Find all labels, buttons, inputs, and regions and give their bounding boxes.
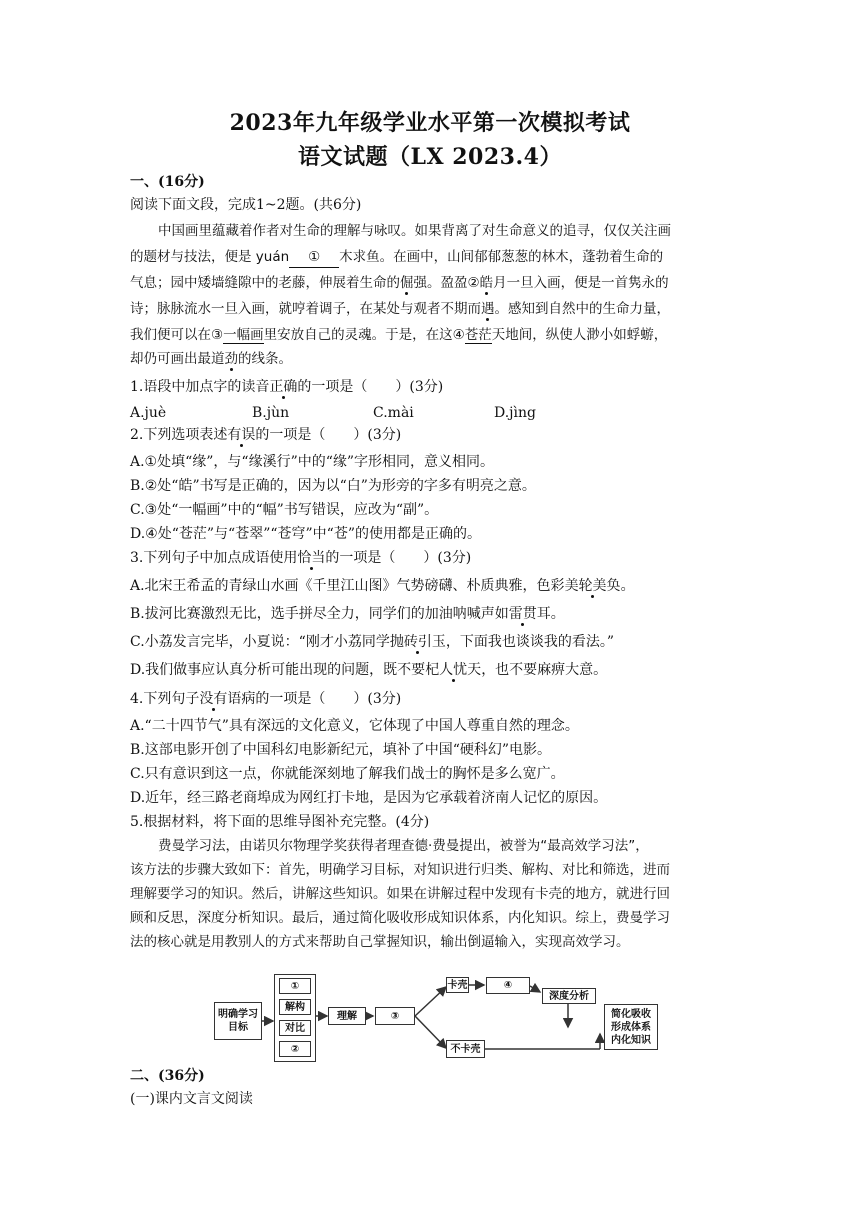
option-text: B.拔河比赛激烈无比，选手拼尽全力，同学们的加油呐喊声: [130, 606, 495, 622]
dotted-word: 没有: [199, 691, 228, 707]
question-4-stem: [130, 689, 730, 709]
q1-option-c[interactable]: C.mài: [373, 405, 414, 421]
q3-option-d[interactable]: [130, 660, 730, 680]
stem-text: 2.下列选项表述: [130, 427, 228, 443]
q2-option-b[interactable]: B.②处“皓”书写是正确的，因为以“白”为形旁的字多有明亮之意。: [130, 478, 536, 494]
section2-subheading: (一)课内文言文阅读: [130, 1091, 253, 1107]
stem-text: 4.下列句子: [130, 691, 200, 707]
stem-text: 1.语段中加点字的读音: [130, 379, 270, 395]
goal-box: 明确学习目标: [214, 1002, 262, 1040]
option-text: C.小荔发言完毕，小夏说：“刚才小荔同学: [130, 634, 390, 650]
passage-text: 强。盈盈②: [413, 275, 480, 291]
passage-text: 诗；脉脉流水一旦入画，就哼着调子，在某处与观者不期而: [130, 301, 481, 317]
dotted-char: 倔: [400, 275, 414, 291]
passage-text: 却仍可画出最道: [130, 351, 225, 367]
passage-text: 我们便可以在③: [130, 327, 224, 343]
question-1-stem: [130, 377, 730, 397]
q3-option-b[interactable]: [130, 604, 730, 624]
blank-2-box[interactable]: ②: [279, 1041, 311, 1057]
dotted-word: 有误: [227, 427, 256, 443]
q4-option-a[interactable]: A.“二十四节气”具有深远的文化意义，它体现了中国人尊重自然的理念。: [130, 718, 579, 734]
dotted-idiom: 美轮美奂: [564, 578, 621, 594]
understand-box: 理解: [328, 1007, 366, 1025]
dotted-word: 正确: [269, 379, 298, 395]
passage-line-1: 中国画里蕴藏着作者对生命的理解与咏叹。如果背离了对生命意义的追寻，仅仅关注画: [158, 223, 671, 239]
dotted-char: 遇: [481, 301, 495, 317]
stuck-box: 卡壳: [446, 977, 469, 993]
passage-line-2: [130, 247, 730, 267]
deep-analysis-box: 深度分析: [542, 988, 596, 1004]
q1-option-d[interactable]: D.jìng: [494, 405, 536, 421]
section1-heading: 一、(16分): [130, 174, 205, 190]
blank-3-box[interactable]: ③: [375, 1007, 415, 1025]
stem-text: 的一项是（ ）(3分): [255, 427, 402, 443]
question-2-stem: [130, 425, 730, 445]
q5-material-line-2: 该方法的步骤大致如下：首先，明确学习目标，对知识进行归类、解构、对比和筛选，进而: [130, 862, 670, 878]
q5-material-line-4: 顾和反思，深度分析知识。最后，通过简化吸收形成知识体系，内化知识。综上，费曼学习: [130, 910, 670, 926]
option-text: ，也不要麻痹大意。: [481, 662, 608, 678]
option-text: A.北宋王希孟的青绿山水画《千里江山图》气势磅礴、朴质典雅，色彩: [130, 578, 565, 594]
q2-option-d[interactable]: D.④处“苍茫”与“苍翠”“苍穹”中“苍”的使用都是正确的。: [130, 526, 481, 542]
dotted-char: 皓: [479, 275, 494, 291]
passage-line-5: [130, 325, 730, 345]
fill-blank-1[interactable]: ①: [289, 247, 339, 268]
passage-line-4: [130, 299, 730, 319]
option-text: 。: [620, 578, 635, 594]
exam-title: 2023年九年级学业水平第一次模拟考试: [229, 110, 631, 136]
underlined-text: 苍茫: [464, 327, 492, 343]
q5-material-line-1: 费曼学习法，由诺贝尔物理学奖获得者理查德·费曼提出，被誉为“最高效学习法”，: [158, 838, 649, 854]
passage-text: 木求鱼。在画中，山间郁郁葱葱的林木，蓬勃着生命的: [339, 249, 664, 265]
not-stuck-box: 不卡壳: [446, 1040, 485, 1058]
option-text: 。: [550, 606, 565, 622]
passage-line-3: [130, 273, 730, 293]
section1-intro: 阅读下面文段，完成1~2题。(共6分): [130, 197, 362, 213]
compare-box: 对比: [279, 1020, 311, 1036]
stem-text: 的一项是（ ）(3分): [297, 379, 444, 395]
deconstruct-box: 解构: [279, 999, 311, 1015]
q4-option-d[interactable]: D.近年，经三路老商埠成为网红打卡地，是因为它承载着济南人记忆的原因。: [130, 790, 608, 806]
stem-text: 的一项是（ ）(3分): [325, 550, 472, 566]
q3-option-c[interactable]: [130, 632, 730, 652]
option-text: ，下面我也谈谈我的看法。”: [445, 634, 614, 650]
q4-option-c[interactable]: C.只有意识到这一点，你就能深刻地了解我们战士的胸怀是多么宽广。: [130, 766, 565, 782]
passage-text: 里安放自己的灵魂。于是，在这④: [263, 327, 465, 343]
passage-text: 的线条。: [238, 351, 292, 367]
q5-material-line-5: 法的核心就是用教别人的方式来帮助自己掌握知识，输出倒逼输入，实现高效学习。: [130, 934, 630, 950]
passage-line-6: [130, 349, 730, 369]
passage-text: 月一旦入画，便是一首隽永的: [493, 275, 669, 291]
question-5-stem: 5.根据材料，将下面的思维导图补充完整。(4分): [130, 814, 430, 830]
dotted-idiom: 杞人忧天: [425, 662, 482, 678]
blank-4-box[interactable]: ④: [486, 977, 530, 994]
dotted-idiom: 如雷贯耳: [494, 606, 551, 622]
stem-text: 语病的一项是（ ）(3分): [227, 691, 402, 707]
section2-heading: 二、(36分): [130, 1068, 205, 1084]
q1-option-a[interactable]: A.juè: [130, 405, 167, 421]
passage-text: 气息；园中矮墙缝隙中的老藤，伸展着生命的: [130, 275, 400, 291]
q1-option-b[interactable]: B.jùn: [252, 405, 290, 421]
dotted-idiom: 抛砖引玉: [389, 634, 446, 650]
mind-map-diagram: [210, 972, 680, 1064]
exam-subtitle: 语文试题（LX 2023.4）: [298, 144, 562, 170]
q5-material-line-3: 理解要学习的知识。然后，讲解这些知识。如果在讲解过程中发现有卡壳的地方，就进行回: [130, 886, 670, 902]
dotted-word: 恰当: [297, 550, 326, 566]
stem-text: 3.下列句子中加点成语使用: [130, 550, 298, 566]
q2-option-c[interactable]: C.③处“一幅画”中的“幅”书写错误，应改为“副”。: [130, 502, 439, 518]
option-text: D.我们做事应认真分析可能出现的问题，既不要: [130, 662, 426, 678]
q2-option-a[interactable]: A.①处填“缘”，与“缘溪行”中的“缘”字形相同，意义相同。: [130, 454, 495, 470]
q4-option-b[interactable]: B.这部电影开创了中国科幻电影新纪元，填补了中国“硬科幻”电影。: [130, 742, 552, 758]
blank-1-box[interactable]: ①: [279, 978, 311, 994]
q3-option-a[interactable]: [130, 576, 730, 596]
passage-text: 的题材与技法，便是 yuán: [130, 249, 290, 265]
final-box: 简化吸收形成体系内化知识: [604, 1004, 658, 1050]
underlined-text: 一幅画: [223, 327, 264, 343]
dotted-char: 劲: [224, 351, 238, 367]
passage-text: 。感知到自然中的生命力量，: [494, 301, 670, 317]
question-3-stem: [130, 548, 730, 568]
passage-text: 天地间，纵使人渺小如蜉蝣，: [491, 327, 668, 343]
